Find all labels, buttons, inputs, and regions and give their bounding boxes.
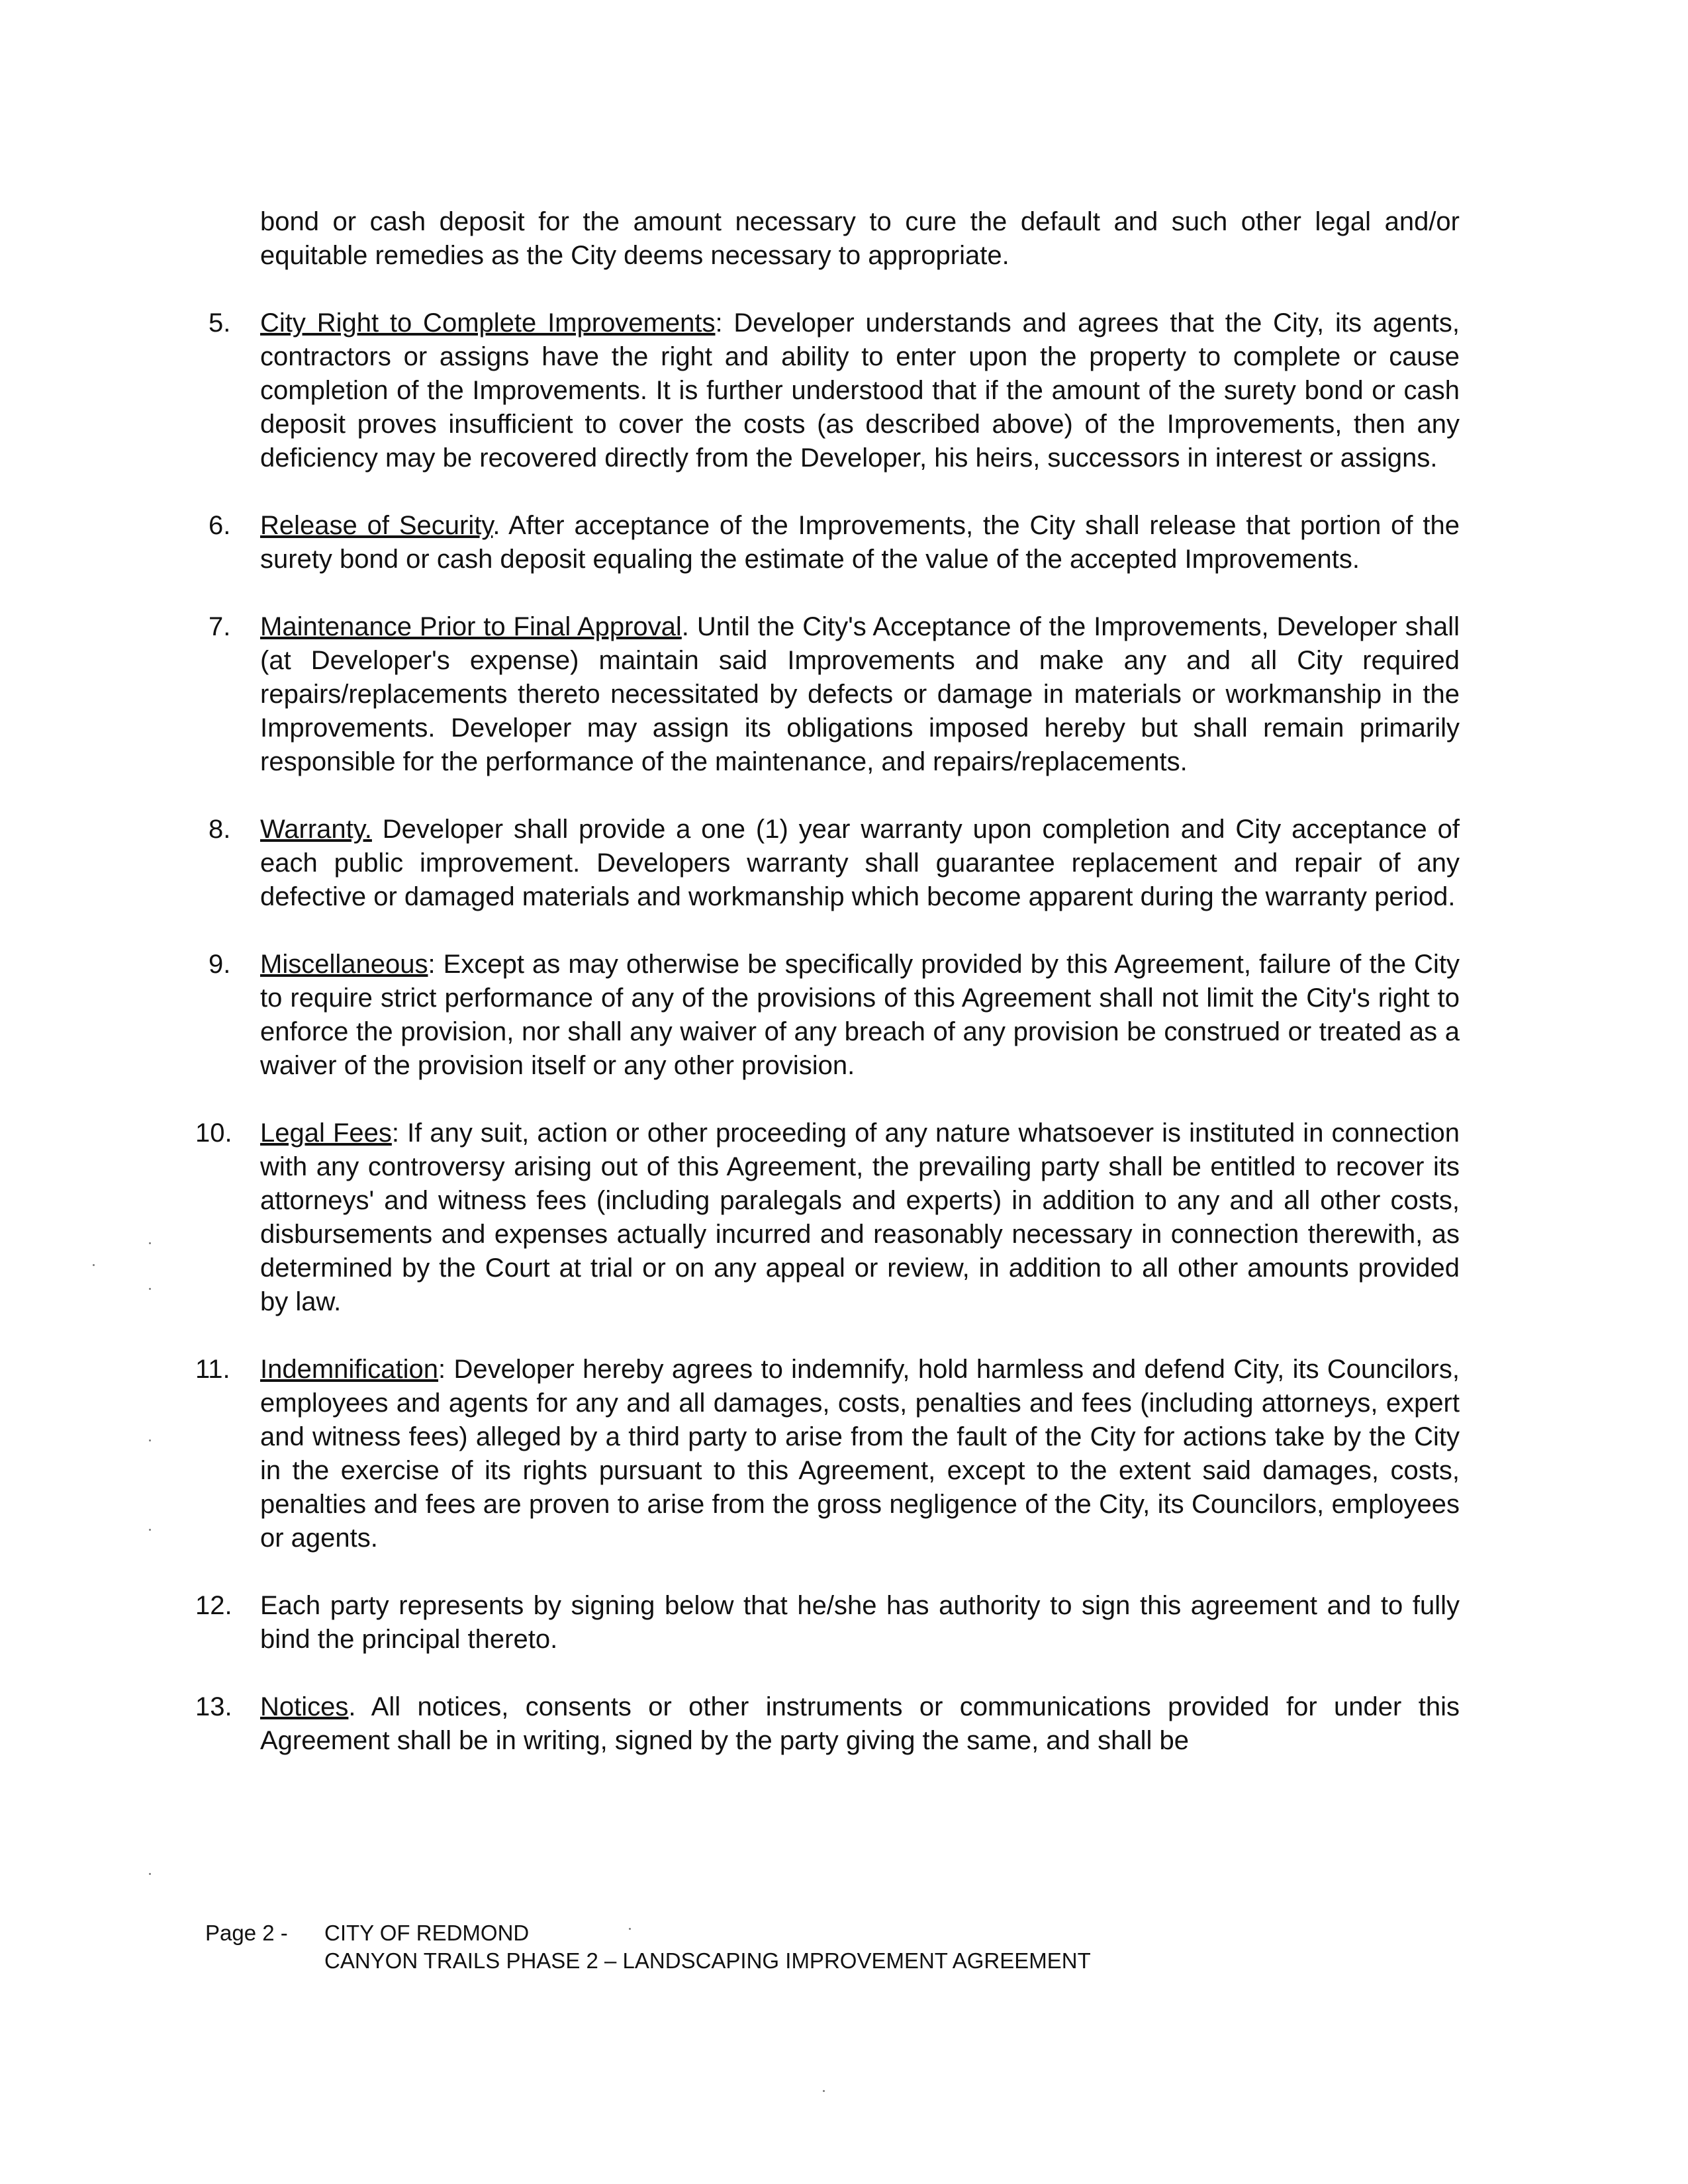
clause-body: Developer understands and agrees that the City, its agents, contractors or assigns have the right and ability to enter upon the property to complete or cause completion of the Improvements. It is further understood that if the amount of the surety bond or cash deposit proves insufficient to cover the costs (as described above) of the Improvements, then any deficiency may be recovered directly from the Developer, his heirs, successors in interest or assigns. xyxy=(260,308,1460,473)
clause-10 xyxy=(195,1116,1460,1319)
clause-5 xyxy=(209,306,1460,475)
scan-speck xyxy=(149,1529,151,1531)
document-body xyxy=(195,205,1460,1792)
clause-6 xyxy=(209,509,1460,576)
clause-heading: Warranty. xyxy=(260,815,372,844)
footer-line-2: CANYON TRAILS PHASE 2 – LANDSCAPING IMPROVEMENT AGREEMENT xyxy=(324,1948,1091,1973)
clause-11 xyxy=(195,1353,1460,1555)
clause-body: All notices, consents or other instruments or communications provided for under this Agreement shall be in writing, signed by the party giving the same, and shall be xyxy=(260,1692,1460,1755)
clause-body: Each party represents by signing below that he/she has authority to sign this agreement and to fully bind the principal thereto. xyxy=(260,1591,1460,1654)
scan-speck xyxy=(149,1242,151,1244)
scan-speck xyxy=(149,1439,151,1441)
clause-number: 5. xyxy=(209,308,231,338)
clause-separator: . xyxy=(348,1692,356,1721)
clause-body: After acceptance of the Improvements, the City shall release that portion of the surety bond or cash deposit equaling the estimate of the value of the accepted Improvements. xyxy=(260,511,1460,574)
clause-number: 13. xyxy=(195,1692,232,1721)
clause-separator: . xyxy=(492,511,500,540)
scan-speck xyxy=(149,1288,151,1290)
clause-number: 8. xyxy=(209,815,231,844)
clause-heading: Maintenance Prior to Final Approval xyxy=(260,612,682,641)
clause-body: Developer hereby agrees to indemnify, hold harmless and defend City, its Councilors, employees and agents for any and all damages, costs, penalties and fees (including attorneys, expert and witness fees) alleged by a third party to arise from the fault of the City for actions take by the City in the exercise of its rights pursuant to this Agreement, except to the extent said damages, costs, penalties and fees are proven to arise from the gross negligence of the City, its Councilors, employees or agents. xyxy=(260,1355,1460,1553)
footer-page-label: Page 2 - xyxy=(205,1921,288,1945)
clause-separator: : xyxy=(391,1118,399,1148)
footer-line-1: CITY OF REDMOND xyxy=(324,1921,530,1945)
clause-separator: : xyxy=(428,950,436,979)
clause-heading: Indemnification xyxy=(260,1355,439,1384)
clause-body: Developer shall provide a one (1) year warranty upon completion and City acceptance of each public improvement. Developers warranty shall guarantee replacement and repair of any defective or damaged materials and workmanship which become apparent during the warranty period. xyxy=(260,815,1460,911)
footer-title-block xyxy=(324,1919,1091,1975)
clause-number: 6. xyxy=(209,511,231,540)
clause-heading: Miscellaneous xyxy=(260,950,428,979)
clause-9 xyxy=(209,948,1460,1083)
clause-number: 10. xyxy=(195,1118,232,1148)
clause-body: Except as may otherwise be specifically provided by this Agreement, failure of the City to require strict performance of any of the provisions of this Agreement shall not limit the City's right to enforce the provision, nor shall any waiver of any breach of any provision be construed or treated as a waiver of the provision itself or any other provision. xyxy=(260,950,1460,1080)
clause-heading: Notices xyxy=(260,1692,349,1721)
clause-body: Until the City's Acceptance of the Improvements, Developer shall (at Developer's expense) maintain said Improvements and make any and all City required repairs/replacements thereto necessitated by defects or damage in materials or workmanship in the Improvements. Developer may assign its obligations imposed hereby but shall remain primarily responsible for the performance of the maintenance, and repairs/replacements. xyxy=(260,612,1460,776)
scan-speck xyxy=(149,1873,151,1875)
scan-speck xyxy=(823,2090,825,2092)
continuation-paragraph: bond or cash deposit for the amount necessary to cure the default and such other legal and/or equitable remedies as the City deems necessary to appropriate. xyxy=(260,207,1460,270)
clause-heading: City Right to Complete Improvements xyxy=(260,308,716,338)
clause-number: 11. xyxy=(195,1355,230,1384)
clause-number: 7. xyxy=(209,612,231,641)
clause-number: 9. xyxy=(209,950,231,979)
clause-separator: . xyxy=(681,612,689,641)
clause-13 xyxy=(195,1690,1460,1758)
clause-heading: Release of Security xyxy=(260,511,493,540)
clause-number: 12. xyxy=(195,1591,232,1620)
clause-separator: : xyxy=(438,1355,446,1384)
scan-speck xyxy=(629,1928,631,1930)
clause-body: If any suit, action or other proceeding of any nature whatsoever is instituted in connection with any controversy arising out of this Agreement, the prevailing party shall be entitled to recover its attorneys' and witness fees (including paralegals and experts) in addition to any and all other costs, disbursements and expenses actually incurred and reasonably necessary in connection therewith, as determined by the Court at trial or on any appeal or review, in addition to all other amounts provided by law. xyxy=(260,1118,1460,1316)
scan-speck xyxy=(93,1264,95,1266)
clause-12 xyxy=(195,1589,1460,1657)
clause-separator: : xyxy=(715,308,723,338)
clause-8 xyxy=(209,813,1460,914)
clause-7 xyxy=(209,610,1460,779)
clause-heading: Legal Fees xyxy=(260,1118,392,1148)
